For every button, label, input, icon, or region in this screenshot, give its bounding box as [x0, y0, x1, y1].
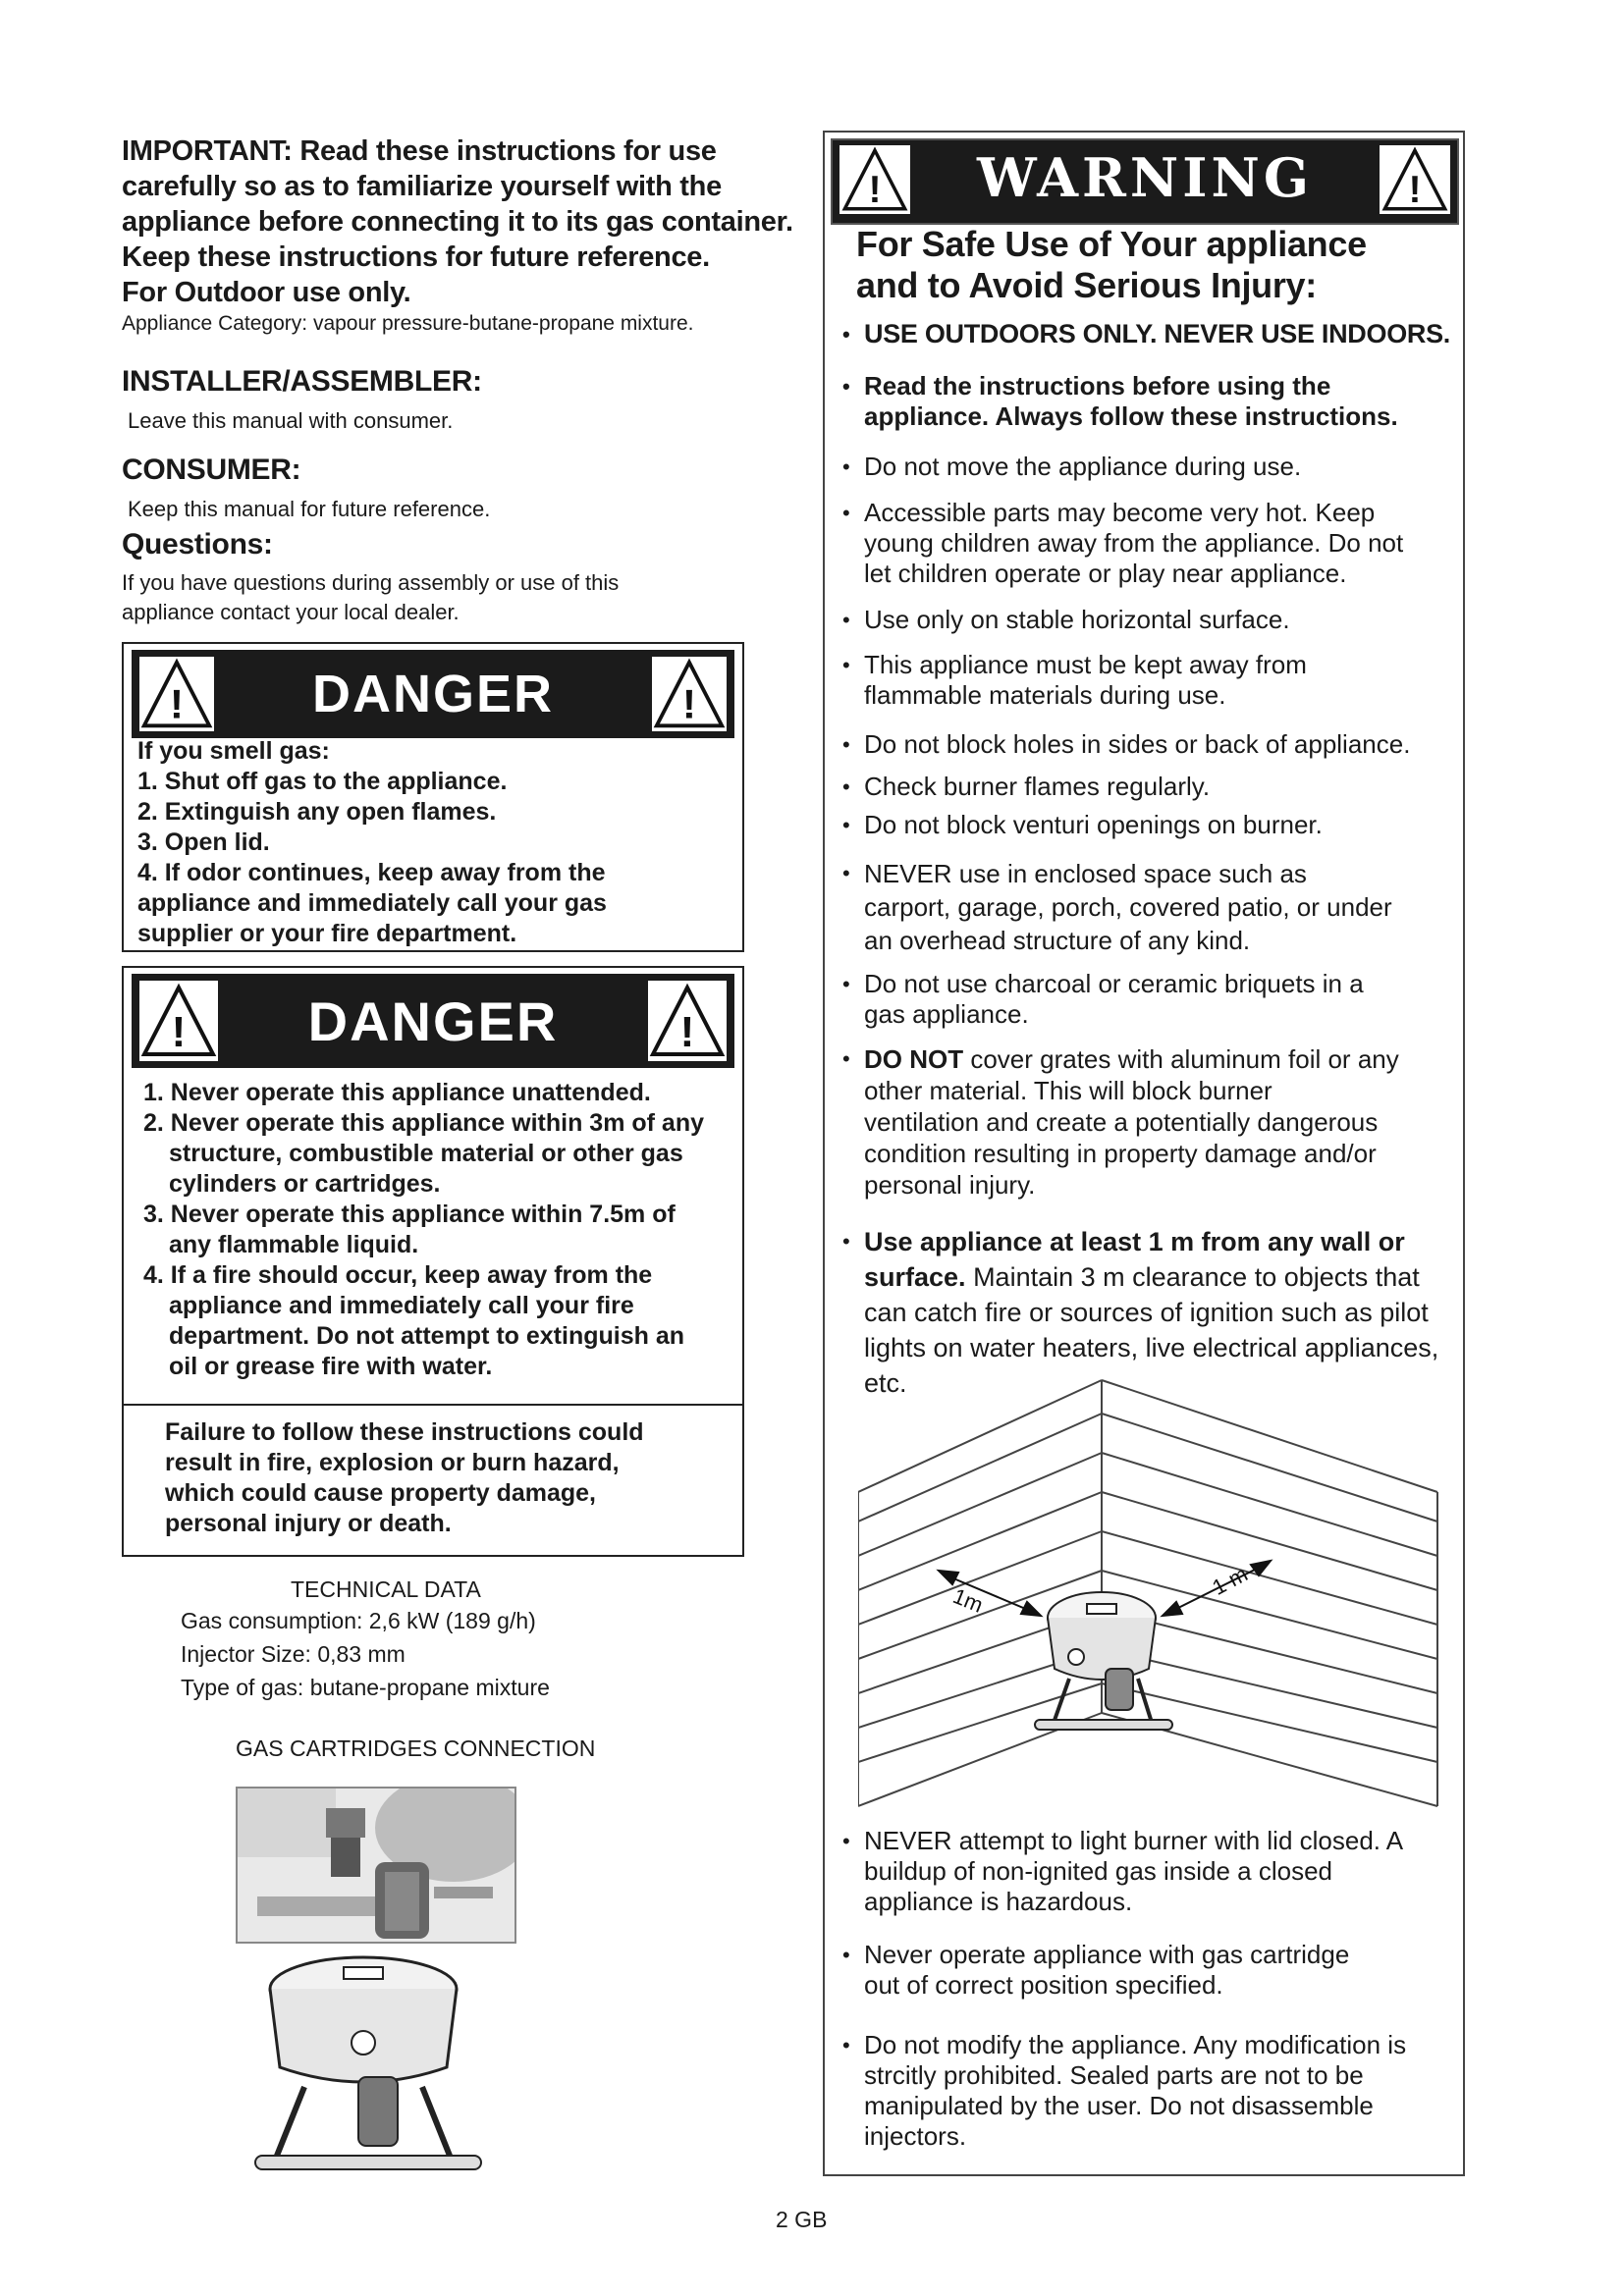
danger-box-gas [122, 642, 744, 952]
clearance-label-left: 1m [949, 1583, 987, 1618]
failure-warning [165, 1417, 644, 1539]
bullet-text: USE OUTDOORS ONLY. NEVER USE INDOORS. [864, 319, 1451, 348]
questions-line: If you have questions during assembly or use of this [122, 570, 620, 595]
bullet-text: young children away from the appliance. Do not [864, 528, 1404, 558]
warning-triangle-icon [137, 979, 220, 1063]
bullet-do-not-move [842, 452, 1302, 482]
bullet-text: ventilation and create a potentially dangerous [864, 1107, 1379, 1137]
bullet-icon: • [842, 322, 850, 347]
bullet-text: Check burner flames regularly. [864, 772, 1211, 801]
bullet-icon: • [842, 972, 850, 996]
bullet-charcoal [842, 969, 1364, 1030]
bullet-outdoors [842, 319, 1451, 349]
bullet-text: Do not modify the appliance. Any modification is [864, 2030, 1407, 2059]
bullet-icon: • [842, 732, 850, 757]
questions-line: appliance contact your local dealer. [122, 600, 460, 624]
danger-line: 4. If odor continues, keep away from the [137, 859, 606, 886]
danger-box-operation [122, 966, 744, 1557]
clearance-label-right: 1 m [1208, 1561, 1252, 1600]
warning-triangle-icon [646, 979, 729, 1063]
bullet-icon: • [842, 454, 850, 479]
bullet-icon: • [842, 653, 850, 677]
bullet-icon: • [842, 1829, 850, 1853]
connection-title: GAS CARTRIDGES CONNECTION [236, 1735, 596, 1761]
danger-line: any flammable liquid. [169, 1231, 419, 1258]
clearance-diagram [858, 1374, 1439, 1816]
bullet-text: Do not move the appliance during use. [864, 452, 1302, 481]
subtitle-line: For Safe Use of Your appliance [856, 224, 1367, 264]
bullet-text: Accessible parts may become very hot. Keep [864, 498, 1376, 527]
subtitle-line: and to Avoid Serious Injury: [856, 265, 1317, 305]
danger-line: 1. Never operate this appliance unattended. [143, 1079, 651, 1106]
bullet-bold-text: surface. [864, 1262, 966, 1292]
bullet-text: Use only on stable horizontal surface. [864, 605, 1290, 634]
operation-rules [143, 1078, 704, 1382]
svg-text:!: ! [170, 680, 184, 727]
warning-banner [831, 138, 1459, 225]
bullet-cartridge-position [842, 1940, 1350, 2001]
consumer-text: Keep this manual for future reference. [128, 497, 491, 521]
bullet-text: injectors. [864, 2121, 967, 2151]
danger-line: 3. Never operate this appliance within 7.5m of [143, 1201, 676, 1228]
bullet-icon: • [842, 608, 850, 632]
bullet-text: lights on water heaters, live electrical appliances, [864, 1333, 1439, 1362]
bullet-text: let children operate or play near appliance. [864, 559, 1347, 588]
bullet-aluminum-foil [842, 1043, 1399, 1201]
failure-line: personal injury or death. [165, 1510, 452, 1537]
bullet-bold-text: Use appliance at least 1 m from any wall or [864, 1227, 1405, 1256]
svg-text:!: ! [171, 1008, 187, 1056]
bullet-text: cover grates with aluminum foil or any [963, 1044, 1399, 1074]
bullet-text: etc. [864, 1368, 907, 1398]
important-line: Keep these instructions for future reference. [122, 241, 710, 273]
bullet-lid-closed [842, 1826, 1404, 1917]
danger-line: supplier or your fire department. [137, 920, 517, 947]
danger-line: department. Do not attempt to extinguish an [169, 1322, 685, 1350]
bullet-text: gas appliance. [864, 999, 1029, 1029]
bullet-icon: • [842, 2033, 850, 2057]
bullet-text: appliance. Always follow these instructions. [864, 401, 1398, 431]
bullet-text: NEVER use in enclosed space such as [864, 859, 1307, 888]
bullet-enclosed-space [842, 857, 1392, 957]
bullet-text: flammable materials during use. [864, 680, 1226, 710]
bullet-text: can catch fire or sources of ignition such as pilot [864, 1298, 1429, 1327]
important-notice [122, 133, 793, 310]
bullet-text: Maintain 3 m clearance to objects that [965, 1262, 1420, 1292]
danger-line: cylinders or cartridges. [169, 1170, 441, 1198]
bullet-icon: • [842, 813, 850, 837]
svg-text:!: ! [682, 680, 696, 727]
bullet-text: NEVER attempt to light burner with lid closed. A [864, 1826, 1404, 1855]
bullet-text: condition resulting in property damage and/or [864, 1139, 1377, 1168]
bullet-no-modification [842, 2030, 1407, 2152]
warning-triangle-icon [837, 142, 913, 217]
cartridge-connection-photo [236, 1787, 516, 1944]
gas-type: Type of gas: butane-propane mixture [181, 1675, 550, 1700]
bullet-read-instructions [842, 371, 1398, 432]
bullet-icon: • [842, 1943, 850, 1967]
bullet-icon: • [842, 501, 850, 525]
consumer-heading: CONSUMER: [122, 454, 301, 486]
bullet-text: carport, garage, porch, covered patio, or under [864, 892, 1392, 922]
page-number: 2 GB [776, 2207, 828, 2232]
bullet-text: Never operate appliance with gas cartridge [864, 1940, 1350, 1969]
danger-line: 4. If a fire should occur, keep away from the [143, 1261, 653, 1289]
bullet-icon: • [842, 1046, 850, 1071]
bullet-icon: • [842, 774, 850, 799]
bullet-text: This appliance must be kept away from [864, 650, 1307, 679]
bullet-flammable [842, 650, 1307, 711]
bullet-text: appliance is hazardous. [864, 1887, 1133, 1916]
bullet-stable-surface [842, 605, 1290, 635]
bullet-text: Do not use charcoal or ceramic briquets in a [864, 969, 1364, 998]
danger-line: structure, combustible material or other gas [169, 1140, 683, 1167]
bullet-text: strcitly prohibited. Sealed parts are not to be [864, 2060, 1364, 2090]
danger-line: 2. Never operate this appliance within 3m of any [143, 1109, 704, 1137]
danger-line: 3. Open lid. [137, 828, 270, 856]
bullet-text: Read the instructions before using the [864, 371, 1331, 400]
technical-title: TECHNICAL DATA [291, 1576, 481, 1602]
questions-heading: Questions: [122, 528, 273, 561]
questions-text [122, 568, 619, 627]
important-line: IMPORTANT: Read these instructions for use [122, 135, 717, 167]
danger-line: 1. Shut off gas to the appliance. [137, 768, 508, 795]
installer-heading: INSTALLER/ASSEMBLER: [122, 365, 482, 398]
bullet-icon: • [842, 1229, 850, 1254]
important-line: appliance before connecting it to its gas container. [122, 206, 793, 238]
important-line: For Outdoor use only. [122, 277, 411, 308]
bullet-text: other material. This will block burner [864, 1076, 1272, 1105]
gas-smell-steps [137, 736, 607, 949]
warning-triangle-icon [1377, 142, 1453, 217]
bullet-icon: • [842, 861, 850, 885]
danger-title: DANGER [311, 665, 554, 723]
danger-line: 2. Extinguish any open flames. [137, 798, 497, 826]
bullet-text: an overhead structure of any kind. [864, 926, 1251, 955]
bullet-text: Do not block venturi openings on burner. [864, 810, 1323, 839]
bullet-text: manipulated by the user. Do not disassemble [864, 2091, 1374, 2120]
gas-consumption: Gas consumption: 2,6 kW (189 g/h) [181, 1608, 536, 1633]
bullet-text: buildup of non-ignited gas inside a closed [864, 1856, 1333, 1886]
svg-text:!: ! [868, 168, 882, 211]
warning-triangle-icon [650, 655, 729, 733]
danger-title: DANGER [307, 990, 559, 1052]
danger-line: appliance and immediately call your gas [137, 889, 607, 917]
svg-text:!: ! [679, 1008, 695, 1056]
danger-banner [132, 974, 734, 1068]
bullet-text: personal injury. [864, 1170, 1036, 1200]
installer-text: Leave this manual with consumer. [128, 408, 454, 433]
danger-banner [132, 650, 734, 738]
bullet-venturi [842, 810, 1323, 840]
bullet-text: Do not block holes in sides or back of appliance. [864, 729, 1411, 759]
injector-size: Injector Size: 0,83 mm [181, 1641, 406, 1667]
bullet-holes [842, 729, 1411, 760]
warning-triangle-icon [137, 655, 216, 733]
appliance-category: Appliance Category: vapour pressure-butane-propane mixture. [122, 312, 694, 335]
danger-line: If you smell gas: [137, 737, 330, 765]
warning-title: WARNING [976, 146, 1314, 209]
failure-line: Failure to follow these instructions could [165, 1418, 644, 1446]
failure-line: which could cause property damage, [165, 1479, 597, 1507]
bullet-text: out of correct position specified. [864, 1970, 1223, 2000]
divider [124, 1404, 742, 1406]
danger-line: oil or grease fire with water. [169, 1353, 493, 1380]
bullet-flames [842, 772, 1211, 802]
bullet-hot-parts [842, 498, 1404, 589]
important-line: carefully so as to familiarize yourself with the [122, 171, 722, 202]
svg-text:!: ! [1408, 168, 1422, 211]
bullet-bold-text: DO NOT [864, 1044, 964, 1074]
danger-line: appliance and immediately call your fire [169, 1292, 634, 1319]
bullet-icon: • [842, 374, 850, 399]
grill-with-cartridge-drawing [236, 1949, 520, 2195]
warning-subtitle [856, 224, 1367, 306]
failure-line: result in fire, explosion or burn hazard, [165, 1449, 620, 1476]
